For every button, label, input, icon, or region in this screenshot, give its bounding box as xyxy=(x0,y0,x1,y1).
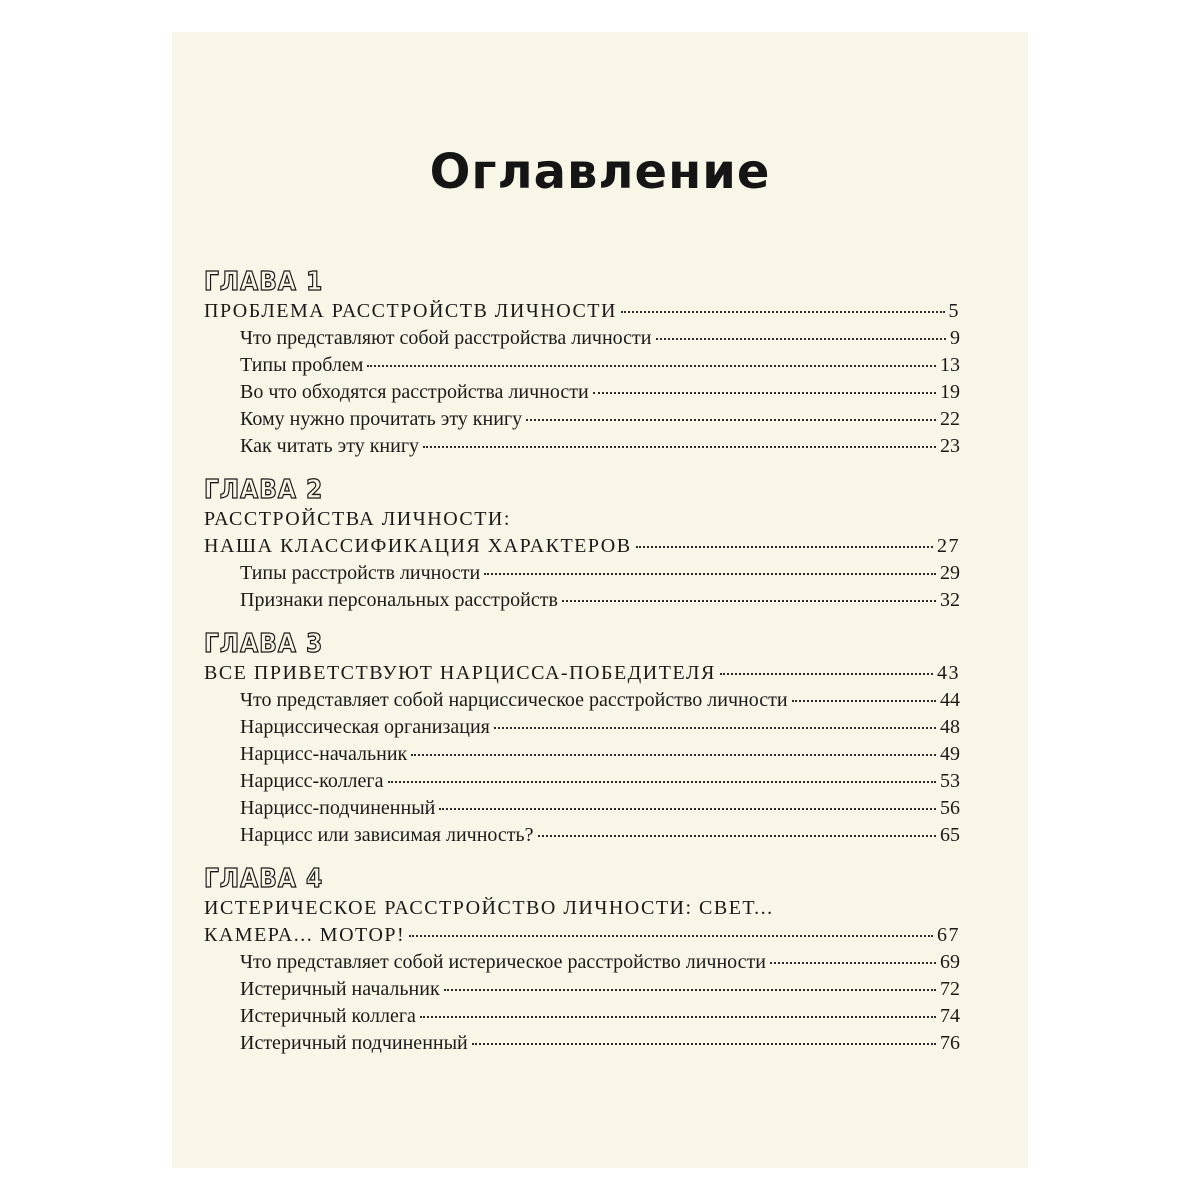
chapter-1 xyxy=(204,266,960,460)
chapter-title-row[interactable] xyxy=(204,660,960,687)
dot-leader xyxy=(388,781,937,783)
section-title: Нарцисс-подчиненный xyxy=(240,797,436,819)
section-title: Истеричный подчиненный xyxy=(240,1032,468,1054)
chapter-title: ПРОБЛЕМА РАССТРОЙСТВ ЛИЧНОСТИ xyxy=(204,300,617,322)
dot-leader xyxy=(526,419,936,421)
dot-leader xyxy=(538,835,936,837)
page-number: 13 xyxy=(940,354,960,376)
toc-entry[interactable] xyxy=(204,379,960,406)
toc-entry[interactable] xyxy=(204,587,960,614)
dot-leader xyxy=(656,338,947,340)
dot-leader xyxy=(484,573,936,575)
dot-leader xyxy=(444,989,936,991)
toc-entry[interactable] xyxy=(204,714,960,741)
section-title: Что представляет собой нарциссическое расстройство личности xyxy=(240,689,788,711)
table-of-contents xyxy=(204,266,960,1057)
chapter-title-first-line: ИСТЕРИЧЕСКОЕ РАССТРОЙСТВО ЛИЧНОСТИ: СВЕТ... xyxy=(204,897,774,919)
dot-leader xyxy=(562,600,936,602)
section-title: Типы расстройств личности xyxy=(240,562,481,584)
page-number: 49 xyxy=(940,743,960,765)
section-title: Кому нужно прочитать эту книгу xyxy=(240,408,523,430)
dot-leader xyxy=(423,446,936,448)
chapter-4 xyxy=(204,863,960,1057)
toc-entry[interactable] xyxy=(204,741,960,768)
page-number: 74 xyxy=(940,1005,960,1027)
chapter-3 xyxy=(204,628,960,849)
page-number: 48 xyxy=(940,716,960,738)
page-title: Оглавление xyxy=(429,144,771,200)
dot-leader xyxy=(792,700,936,702)
page-number: 53 xyxy=(940,770,960,792)
section-title: Нарцисс-начальник xyxy=(240,743,408,765)
page-number: 32 xyxy=(940,589,960,611)
page-number: 29 xyxy=(940,562,960,584)
toc-entry[interactable] xyxy=(204,325,960,352)
chapter-title: ВСЕ ПРИВЕТСТВУЮТ НАРЦИССА-ПОБЕДИТЕЛЯ xyxy=(204,662,716,684)
chapter-title-row[interactable] xyxy=(204,533,960,560)
chapter-label: ГЛАВА 2 xyxy=(204,475,324,505)
toc-entry[interactable] xyxy=(204,406,960,433)
page-number: 43 xyxy=(937,662,960,684)
toc-entry[interactable] xyxy=(204,433,960,460)
page-number: 27 xyxy=(937,535,960,557)
section-title: Нарциссическая организация xyxy=(240,716,490,738)
chapter-label: ГЛАВА 1 xyxy=(204,267,324,297)
dot-leader xyxy=(720,673,933,675)
page-number: 72 xyxy=(940,978,960,1000)
chapter-title-line xyxy=(204,506,960,533)
toc-entry[interactable] xyxy=(204,768,960,795)
chapter-title-row[interactable] xyxy=(204,922,960,949)
section-title: Нарцисс-коллега xyxy=(240,770,384,792)
dot-leader xyxy=(593,392,936,394)
toc-entry[interactable] xyxy=(204,949,960,976)
page-number: 5 xyxy=(948,300,960,322)
toc-entry[interactable] xyxy=(204,976,960,1003)
chapter-title: НАША КЛАССИФИКАЦИЯ ХАРАКТЕРОВ xyxy=(204,535,632,557)
dot-leader xyxy=(420,1016,936,1018)
chapter-title: КАМЕРА... МОТОР! xyxy=(204,924,406,946)
dot-leader xyxy=(367,365,936,367)
page-number: 76 xyxy=(940,1032,960,1054)
toc-entry[interactable] xyxy=(204,1030,960,1057)
dot-leader xyxy=(636,546,933,548)
book-page xyxy=(172,32,1028,1168)
page-number: 19 xyxy=(940,381,960,403)
page-number: 22 xyxy=(940,408,960,430)
chapter-title-first-line: РАССТРОЙСТВА ЛИЧНОСТИ: xyxy=(204,508,511,530)
section-title: Истеричный начальник xyxy=(240,978,440,1000)
page-number: 67 xyxy=(937,924,960,946)
toc-entry[interactable] xyxy=(204,1003,960,1030)
dot-leader xyxy=(472,1043,936,1045)
dot-leader xyxy=(770,962,936,964)
chapter-title-line xyxy=(204,895,960,922)
dot-leader xyxy=(621,311,945,313)
chapter-2 xyxy=(204,474,960,614)
toc-entry[interactable] xyxy=(204,352,960,379)
section-title: Истеричный коллега xyxy=(240,1005,416,1027)
chapter-title-row[interactable] xyxy=(204,298,960,325)
chapter-label: ГЛАВА 4 xyxy=(204,864,324,894)
chapter-label: ГЛАВА 3 xyxy=(204,629,324,659)
section-title: Во что обходятся расстройства личности xyxy=(240,381,589,403)
dot-leader xyxy=(409,935,933,937)
dot-leader xyxy=(411,754,936,756)
toc-entry[interactable] xyxy=(204,822,960,849)
section-title: Что представляет собой истерическое расстройство личности xyxy=(240,951,766,973)
toc-entry[interactable] xyxy=(204,560,960,587)
page-number: 69 xyxy=(940,951,960,973)
page-number: 23 xyxy=(940,435,960,457)
page-number: 65 xyxy=(940,824,960,846)
section-title: Что представляют собой расстройства личности xyxy=(240,327,652,349)
section-title: Нарцисс или зависимая личность? xyxy=(240,824,534,846)
page-number: 56 xyxy=(940,797,960,819)
section-title: Как читать эту книгу xyxy=(240,435,420,457)
dot-leader xyxy=(439,808,936,810)
dot-leader xyxy=(494,727,936,729)
page-number: 44 xyxy=(940,689,960,711)
toc-entry[interactable] xyxy=(204,795,960,822)
section-title: Типы проблем xyxy=(240,354,364,376)
toc-entry[interactable] xyxy=(204,687,960,714)
page-number: 9 xyxy=(950,327,960,349)
section-title: Признаки персональных расстройств xyxy=(240,589,558,611)
